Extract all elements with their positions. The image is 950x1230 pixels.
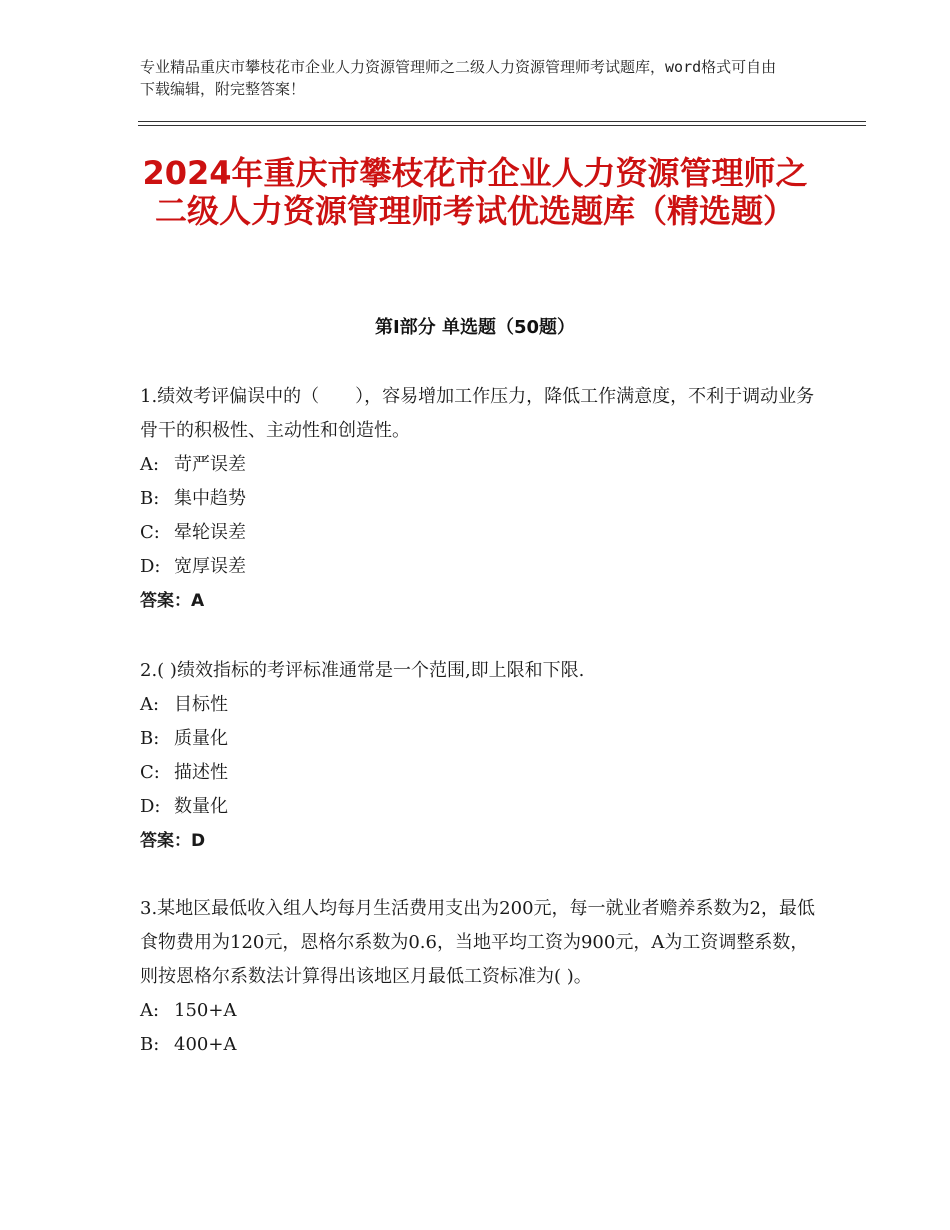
question-stem: 2.( )绩效指标的考评标准通常是一个范围,即上限和下限.: [140, 660, 585, 681]
document-title: 2024年重庆市攀枝花市企业人力资源管理师之二级人力资源管理师考试优选题库（精选题）: [142, 154, 808, 230]
option-text: 150+A: [174, 1000, 237, 1021]
option-key: D:: [140, 796, 161, 817]
option-d: [140, 550, 820, 584]
option-text: 晕轮误差: [174, 522, 246, 543]
option-key: C:: [140, 522, 160, 543]
option-text: 目标性: [174, 694, 228, 715]
option-b: [140, 722, 820, 756]
option-key: B:: [140, 1034, 160, 1055]
option-key: D:: [140, 556, 161, 577]
option-key: C:: [140, 762, 160, 783]
option-text: 数量化: [174, 796, 228, 817]
answer-line: 答案：A: [140, 591, 205, 611]
option-c: [140, 516, 820, 550]
option-text: 描述性: [174, 762, 228, 783]
header-divider-secondary: [138, 125, 866, 126]
option-a: [140, 448, 820, 482]
option-b: [140, 1028, 820, 1062]
option-key: B:: [140, 488, 160, 509]
option-b: [140, 482, 820, 516]
section-title: 第Ⅰ部分 单选题（50题）: [374, 317, 575, 338]
option-a: [140, 994, 820, 1028]
question-1: [140, 380, 820, 618]
question-stem: 1.绩效考评偏误中的（ ），容易增加工作压力，降低工作满意度，不利于调动业务骨干的积极性、主动性和创造性。: [140, 386, 815, 441]
question-stem: 3.某地区最低收入组人均每月生活费用支出为200元，每一就业者赡养系数为2，最低食物费用为120元，恩格尔系数为0.6，当地平均工资为900元，A为工资调整系数，则按恩格尔系数法计算得出该地区月最低工资标准为( )。: [140, 898, 815, 987]
option-text: 质量化: [174, 728, 228, 749]
option-key: A:: [140, 694, 160, 715]
header-note: 专业精品重庆市攀枝花市企业人力资源管理师之二级人力资源管理师考试题库，word格式可自由下载编辑，附完整答案！: [140, 58, 777, 98]
option-key: A:: [140, 454, 160, 475]
question-2: [140, 654, 820, 858]
option-a: [140, 688, 820, 722]
option-key: A:: [140, 1000, 160, 1021]
question-3: [140, 892, 820, 1062]
option-text: 宽厚误差: [174, 556, 246, 577]
answer-line: 答案：D: [140, 831, 206, 851]
option-d: [140, 790, 820, 824]
option-text: 集中趋势: [174, 488, 246, 509]
header-divider: [138, 121, 866, 122]
option-text: 400+A: [174, 1034, 237, 1055]
option-text: 苛严误差: [174, 454, 246, 475]
option-c: [140, 756, 820, 790]
option-key: B:: [140, 728, 160, 749]
